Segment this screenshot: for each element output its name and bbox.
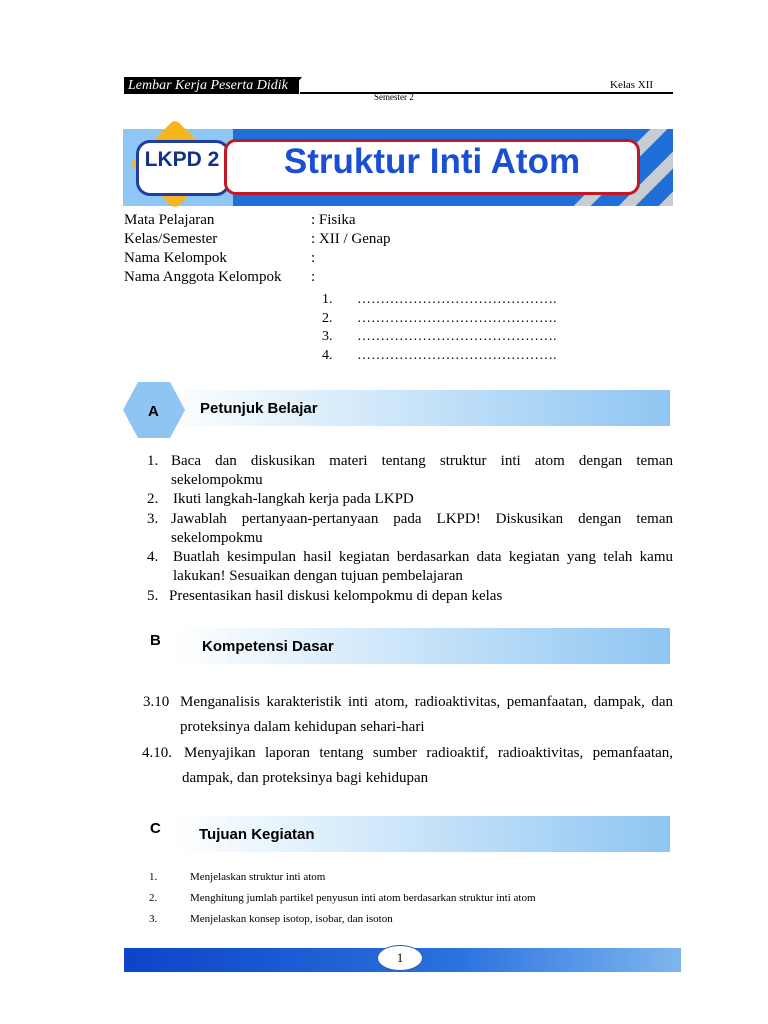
competency-text-cont: proteksinya dalam kehidupan sehari-hari xyxy=(180,719,425,735)
page-number: 1 xyxy=(377,945,423,971)
instruction-text: Buatlah kesimpulan hasil kegiatan berdasarkan data kegiatan yang telah kamu xyxy=(173,549,673,565)
instruction-text: Presentasikan hasil diskusi kelompokmu di depan kelas xyxy=(169,588,503,604)
section-b-letter: B xyxy=(150,632,161,649)
member-number: 2. xyxy=(322,311,333,326)
section-b-title: Kompetensi Dasar xyxy=(202,638,334,655)
competency-number: 4.10. xyxy=(142,745,172,761)
goal-number: 1. xyxy=(149,871,158,883)
instruction-text-cont: sekelompokmu xyxy=(171,530,263,546)
goal-number: 2. xyxy=(149,892,158,904)
goal-text: Menjelaskan konsep isotop, isobar, dan isoton xyxy=(190,913,393,925)
header-kelas: Kelas XII xyxy=(610,79,654,91)
member-number: 3. xyxy=(322,329,333,344)
section-a-title: Petunjuk Belajar xyxy=(200,400,318,417)
identity-value: : xyxy=(311,250,316,266)
member-blank: ……………………………………. xyxy=(357,329,557,344)
page-title: Struktur Inti Atom xyxy=(283,142,581,181)
member-number: 4. xyxy=(322,348,333,363)
instruction-text-cont: sekelompokmu xyxy=(171,472,263,488)
goal-number: 3. xyxy=(149,913,158,925)
doc-title: Lembar Kerja Peserta Didik xyxy=(128,78,288,93)
member-blank: ……………………………………. xyxy=(357,348,557,363)
competency-number: 3.10 xyxy=(143,694,170,710)
instruction-number: 5. xyxy=(147,588,159,604)
member-number: 1. xyxy=(322,292,333,307)
competency-text: Menyajikan laporan tentang sumber radioaktif, radioaktivitas, pemanfaatan, xyxy=(184,745,673,761)
instruction-text: Jawablah pertanyaan-pertanyaan pada LKPD! Diskusikan dengan teman xyxy=(171,511,673,527)
competency-text-cont: dampak, dan proteksinya bagi kehidupan xyxy=(182,770,429,786)
instruction-number: 2. xyxy=(147,491,159,507)
instruction-number: 1. xyxy=(147,453,159,469)
lkpd-badge-label: LKPD 2 xyxy=(144,148,220,171)
identity-value: : Fisika xyxy=(311,212,356,228)
identity-label: Nama Anggota Kelompok xyxy=(124,269,282,285)
goal-text: Menjelaskan struktur inti atom xyxy=(190,871,326,883)
instruction-number: 3. xyxy=(147,511,159,527)
instruction-number: 4. xyxy=(147,549,159,565)
instruction-text: Ikuti langkah-langkah kerja pada LKPD xyxy=(173,491,414,507)
member-blank: ……………………………………. xyxy=(357,292,557,307)
instruction-text-cont: lakukan! Sesuaikan dengan tujuan pembelajaran xyxy=(173,568,463,584)
identity-value: : xyxy=(311,269,316,285)
header-semester: Semester 2 xyxy=(374,92,414,102)
instruction-text: Baca dan diskusikan materi tentang struktur inti atom dengan teman xyxy=(171,453,673,469)
identity-label: Kelas/Semester xyxy=(124,231,218,247)
header-rule xyxy=(300,92,673,94)
identity-value: : XII / Genap xyxy=(311,231,391,247)
identity-label: Mata Pelajaran xyxy=(124,212,215,228)
member-blank: ……………………………………. xyxy=(357,311,557,326)
goal-text: Menghitung jumlah partikel penyusun inti atom berdasarkan struktur inti atom xyxy=(190,892,536,904)
section-c-letter: C xyxy=(150,820,161,837)
section-a-letter: A xyxy=(148,403,159,420)
competency-text: Menganalisis karakteristik inti atom, radioaktivitas, pemanfaatan, dampak, dan xyxy=(180,694,673,710)
section-c-title: Tujuan Kegiatan xyxy=(199,826,315,843)
identity-label: Nama Kelompok xyxy=(124,250,227,266)
